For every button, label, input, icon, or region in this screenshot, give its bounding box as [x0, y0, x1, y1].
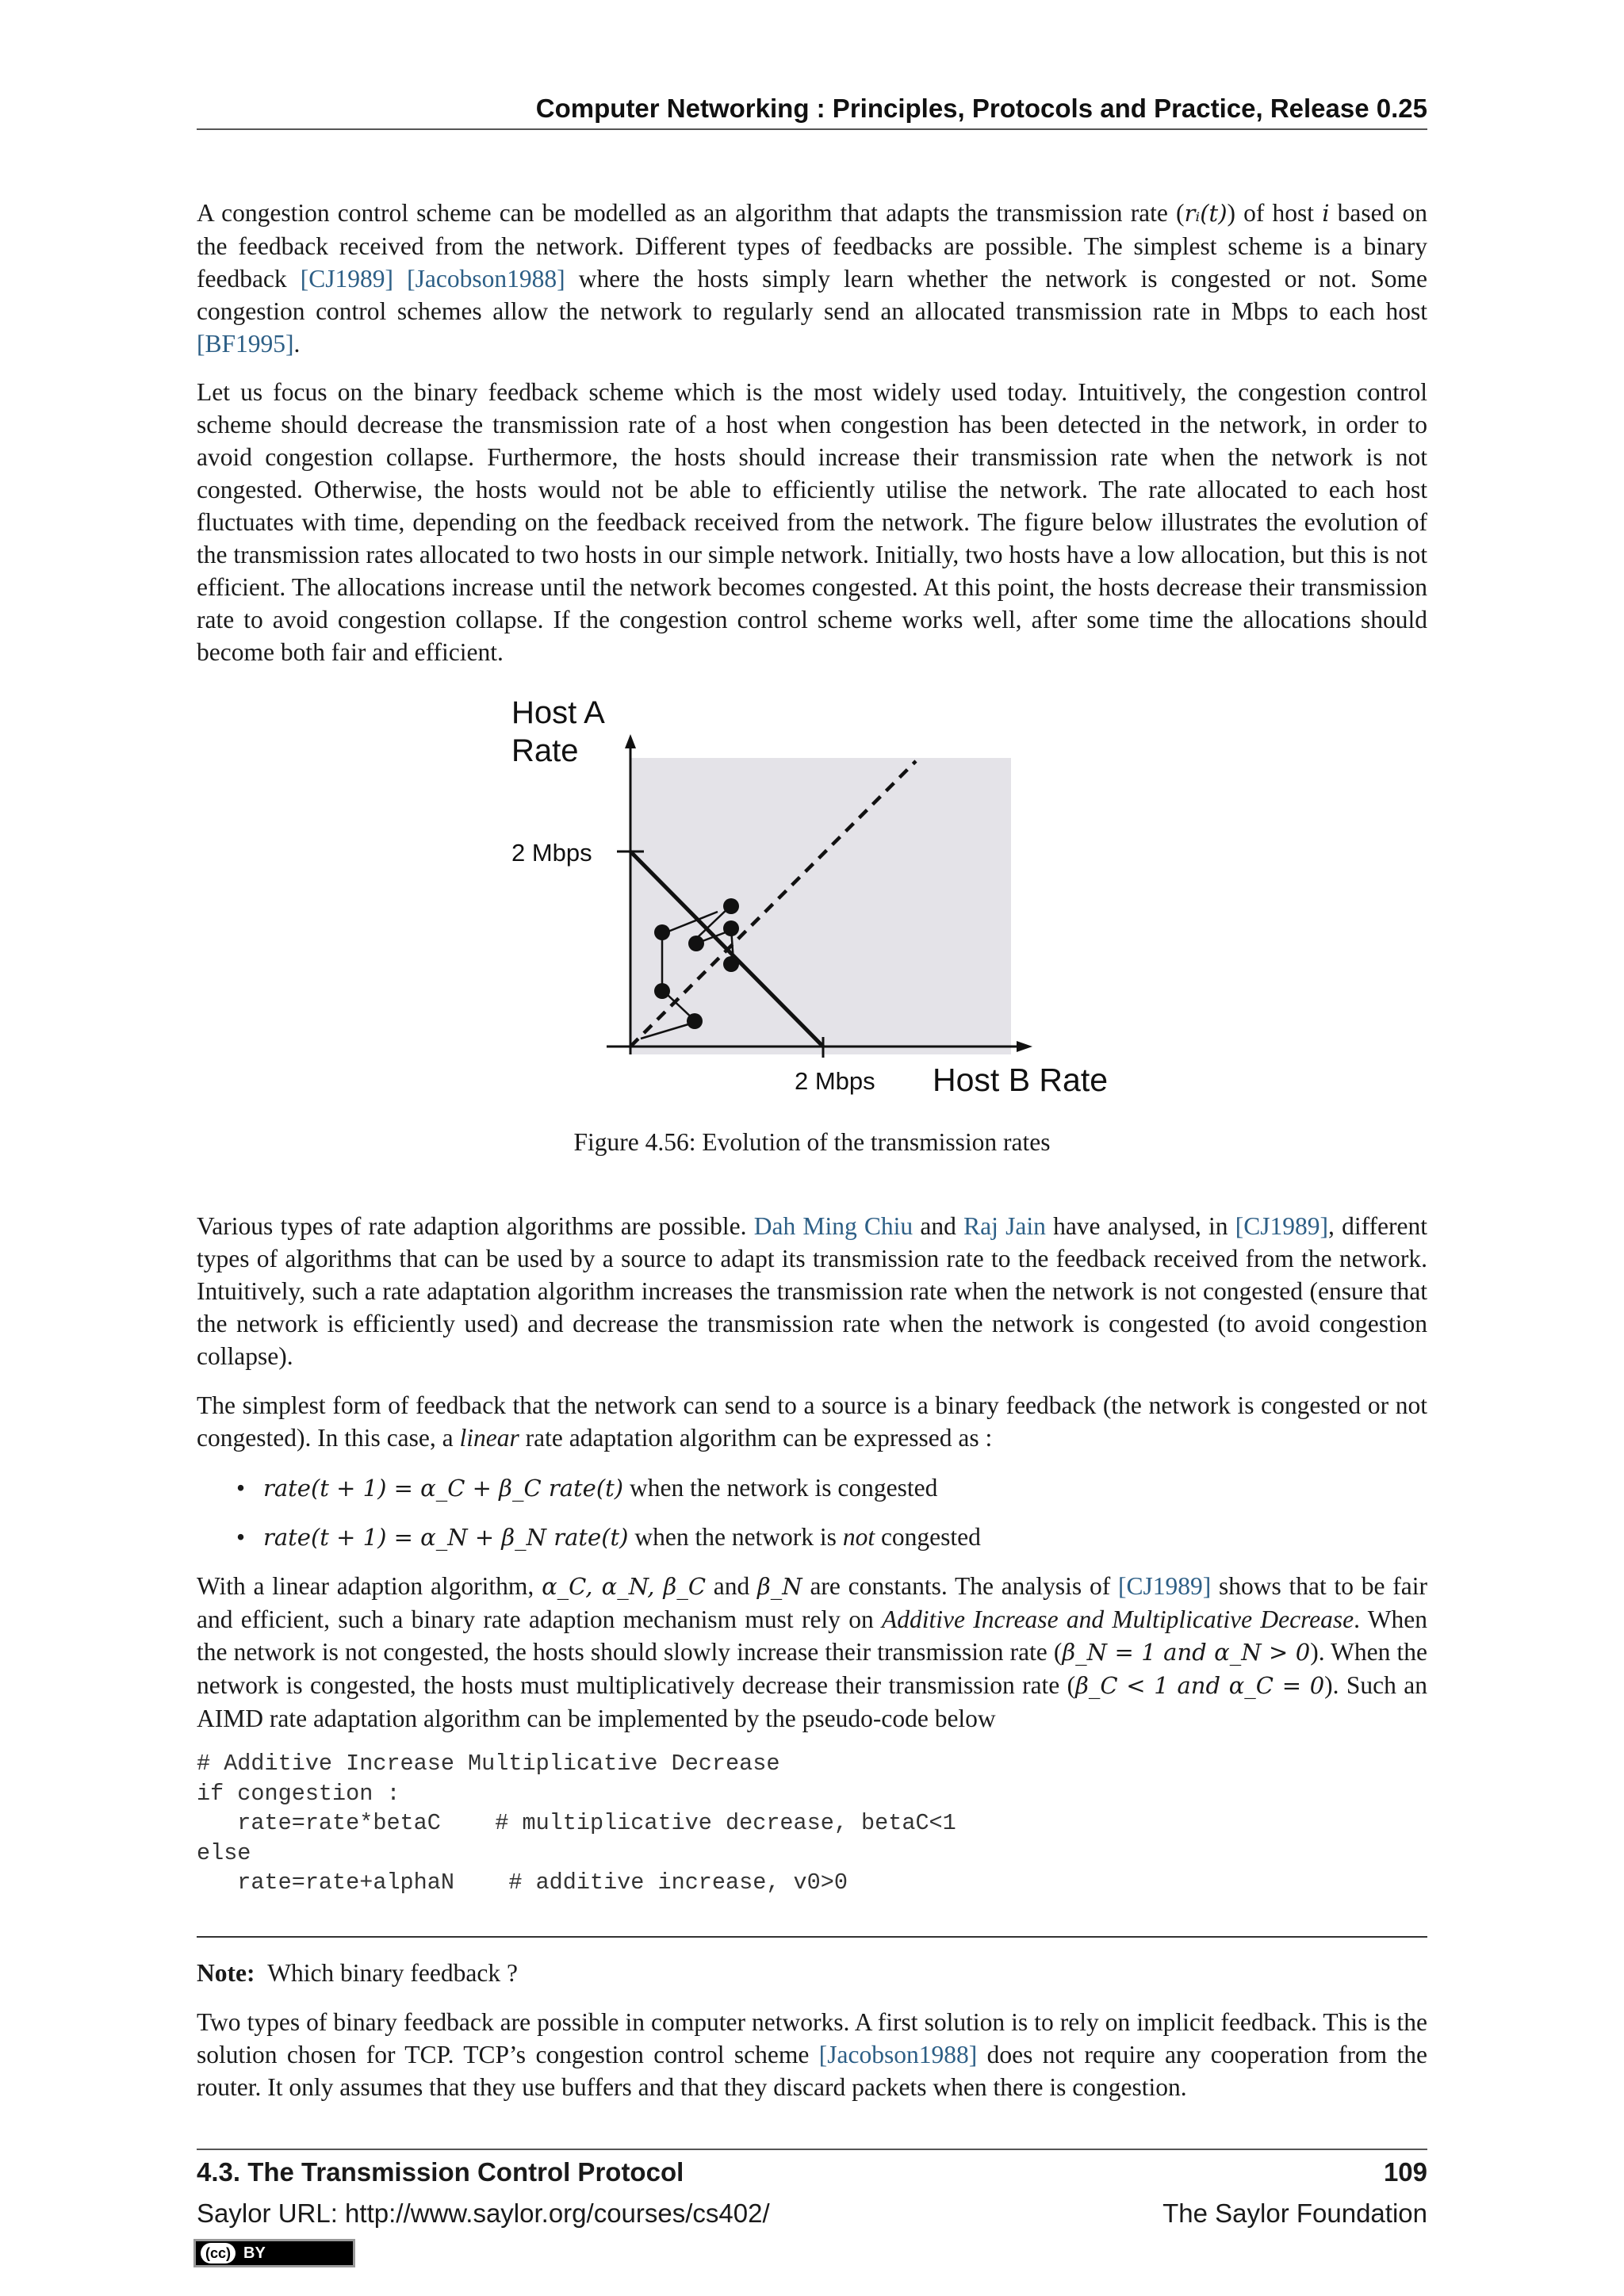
citation-bf1995[interactable]: [BF1995] — [197, 330, 294, 358]
rate-formula-list — [236, 1471, 1426, 1570]
rate-evolution-figure — [500, 688, 1126, 1116]
figure-caption: Figure 4.56: Evolution of the transmission rates — [573, 1128, 1051, 1156]
rate-point — [687, 1013, 703, 1029]
paragraph-congestion-scheme: A congestion control scheme can be modelled as an algorithm that adapts the transmission rate (rᵢ(t)) of host i based on the feedback received from the network. Different types of feedbacks are possible. The simplest scheme is a binary feedback [CJ1989] [Jacobson1988] where the hosts simply learn whether the network is congested or not. Some congestion control schemes allow the network to regularly send an allocated transmission rate in Mbps to each host [BF1995]. — [197, 199, 1427, 358]
running-header: Computer Networking : Principles, Protocols and Practice, Release 0.25 — [197, 89, 1427, 130]
rate-point — [723, 920, 739, 936]
x-tick-label: 2 Mbps — [795, 1067, 875, 1095]
citation-cj1989[interactable]: [CJ1989] — [1117, 1572, 1212, 1600]
rate-diagram — [500, 688, 1126, 1116]
footer-divider — [197, 2149, 1427, 2150]
footer-section: 4.3. The Transmission Control Protocol — [197, 2157, 684, 2187]
pseudo-code-block: # Additive Increase Multiplicative Decrease if congestion : rate=rate*betaC # multiplicative decrease, betaC<1 else rate=rate+alphaN # additive increase, v0>0 — [197, 1751, 956, 1896]
cc-logo-icon: (cc) — [201, 2243, 236, 2263]
license-label: BY — [243, 2244, 266, 2262]
creative-commons-badge — [193, 2239, 355, 2267]
link-raj-jain[interactable]: Raj Jain — [963, 1212, 1046, 1240]
saylor-foundation: The Saylor Foundation — [1162, 2198, 1427, 2228]
link-dah-ming-chiu[interactable]: Dah Ming Chiu — [753, 1212, 914, 1240]
footer-section-line — [197, 2153, 1427, 2191]
list-item: • rate(t + 1) = α_C + β_C rate(t) when the network is congested — [236, 1471, 1426, 1521]
rate-point — [654, 983, 670, 999]
paragraph-binary-feedback: Let us focus on the binary feedback scheme which is the most widely used today. Intuitively, the congestion control scheme should decrease the transmission rate of a host when congestion has been detected in the network, in order to avoid congestion collapse. Furthermore, the hosts should increase their transmission rate when the network is not congested. Otherwise, the hosts would not be able to efficiently utilise the network. The rate allocated to each host fluctuates with time, depending on the feedback received from the network. The figure below illustrates the evolution of the transmission rates allocated to two hosts in our simple network. Initially, two hosts have a low allocation, but this is not efficient. The allocations increase until the network becomes congested. At this point, the hosts decrease their transmission rate to avoid congestion collapse. If the congestion control scheme works well, after some time the allocations should become both fair and efficient. — [197, 378, 1427, 666]
y-axis-arrow — [625, 734, 636, 748]
rate-point — [723, 956, 739, 972]
rate-point — [723, 898, 739, 914]
note-divider — [197, 1936, 1427, 1938]
paragraph-aimd: With a linear adaption algorithm, α_C, α_N, β_C and β_N are constants. The analysis of [CJ1989] shows that to be fair and efficient, such a binary rate adaption mechanism must rely on Additive Increase and Multiplicative Decrease. When the network is not congested, the hosts should slowly increase their transmission rate (β_N = 1 and α_N > 0). When the network is congested, the hosts must multiplicatively decrease their transmission rate (β_C < 1 and α_C = 0). Such an AIMD rate adaptation algorithm can be implemented by the pseudo-code below — [197, 1572, 1427, 1732]
rate-point — [688, 936, 704, 951]
note-body: Two types of binary feedback are possible in computer networks. A first solution is to rely on implicit feedback. This is the solution chosen for TCP. TCP’s congestion control scheme [Jacobson1988] does not require any cooperation from the router. It only assumes that they use buffers and that they discard packets when there is congestion. — [197, 2008, 1427, 2101]
y-axis-label-line1: Host A — [511, 695, 605, 730]
y-tick-label: 2 Mbps — [511, 839, 592, 867]
citation-jacobson1988[interactable]: [Jacobson1988] — [818, 2041, 978, 2068]
x-axis-label: Host B Rate — [933, 1062, 1109, 1098]
paragraph-rate-adaption: Various types of rate adaption algorithms are possible. Dah Ming Chiu and Raj Jain have analysed, in [CJ1989], different types of algorithms that can be used by a source to adapt its transmission rate to the feedback received from the network. Intuitively, such a rate adaptation algorithm increases the transmission rate when the network is not congested (ensure that the network is efficiently used) and decrease the transmission rate when the network is congested (to avoid congestion collapse). — [197, 1212, 1427, 1370]
y-axis-label-line2: Rate — [511, 733, 579, 768]
x-axis-arrow — [1017, 1041, 1032, 1052]
citation-cj1989[interactable]: [CJ1989] — [1235, 1212, 1329, 1240]
citation-jacobson1988[interactable]: [Jacobson1988] — [407, 265, 565, 293]
paragraph-linear-algorithm: The simplest form of feedback that the network can send to a source is a binary feedback (the network is congested or not congested). In this case, a linear rate adaptation algorithm can be expressed as : — [197, 1391, 1427, 1452]
citation-cj1989[interactable]: [CJ1989] — [300, 265, 394, 293]
page-number: 109 — [1383, 2157, 1427, 2187]
note-heading: Note: Which binary feedback ? — [197, 1959, 518, 1987]
saylor-url: Saylor URL: http://www.saylor.org/courses/cs402/ — [197, 2198, 770, 2228]
feasible-region — [630, 758, 1011, 1054]
rate-point — [654, 924, 670, 940]
footer-source-line — [197, 2195, 1427, 2233]
list-item: • rate(t + 1) = α_N + β_N rate(t) when the network is not congested — [236, 1521, 1426, 1570]
